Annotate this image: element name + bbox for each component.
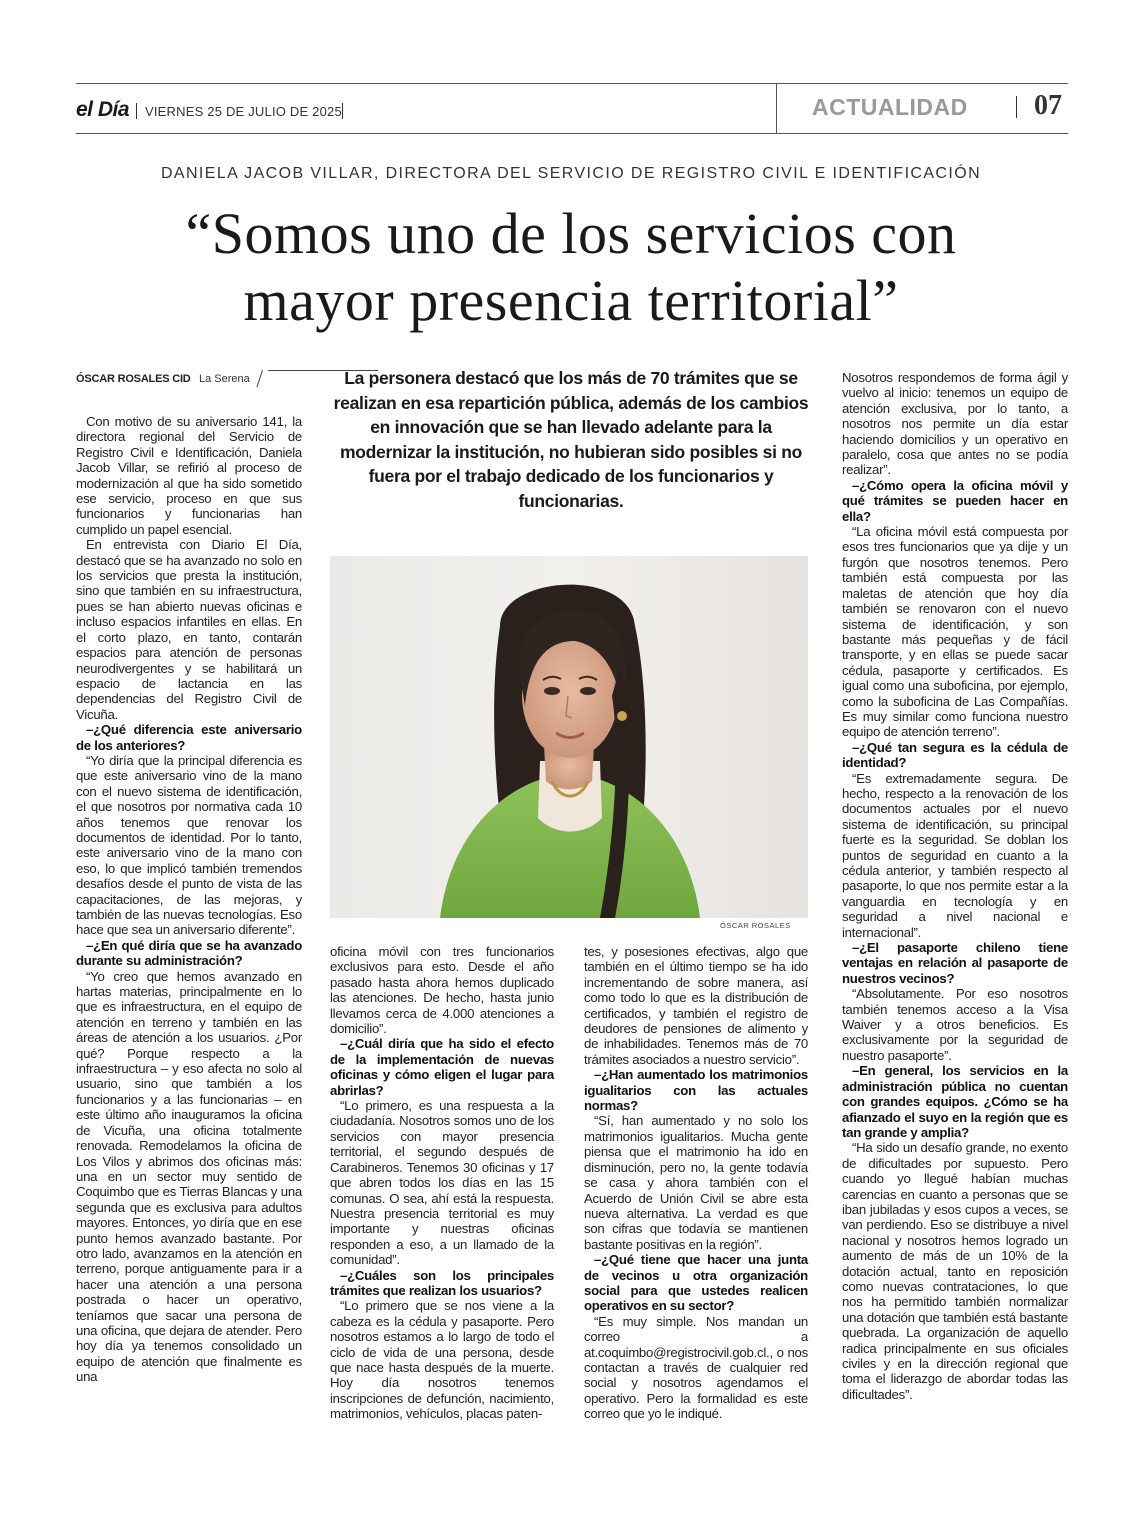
body-paragraph: “Ha sido un desafío grande, no exento de dificultades por supuesto. Pero cuando yo llegué habían muchas carencias en cuanto a personas que se iban jubiladas y esos cupos a veces, se van perdiendo. Eso se distribuye a nivel nacional y nosotros hemos logrado un aumento de más de un 10% de la dotación actual, tanto en reposición como nuevas contrataciones, lo que nos ha permitido también normalizar una dotación que también está bastante quebrada. La organización de aquello radica principalmente en sus oficiales civiles y en la dirección regional que toma el liderazgo de abordar todas las dificultades”. [842,1140,1068,1402]
body-paragraph: Nosotros respondemos de forma ágil y vuelvo al inicio: tenemos un equipo de atención exclusiva, por lo tanto, a nosotros nos permite un día estar haciendo domicilios y un operativo en paralelo, cosa que antes no se podía realizar”. [842,370,1068,478]
interview-question: –¿El pasaporte chileno tiene ventajas en relación al pasaporte de nuestros vecinos? [842,940,1068,986]
body-paragraph: tes, y posesiones efectivas, algo que también en el último tiempo se ha ido incrementando de sobre manera, así como todo lo que es la distribución de certificados, y también el registro de deudores de pensiones de alimento y de inhabilidades. Tenemos más de 70 trámites asociados a nuestro servicio”. [584,944,808,1067]
headline-line: “Somos uno de los servicios con [185,201,957,266]
article-kicker: DANIELA JACOB VILLAR, DIRECTORA DEL SERVICIO DE REGISTRO CIVIL E IDENTIFICACIÓN [160,165,982,182]
interview-question: –¿Qué tan segura es la cédula de identidad? [842,739,1068,771]
photo-credit: ÓSCAR ROSALES [720,921,791,930]
interview-question: –¿Cuáles son los principales trámites que realizan los usuarios? [330,1267,554,1298]
page-number: 07 [1034,90,1062,121]
header-rule-top [76,83,1068,84]
byline [76,370,302,390]
body-paragraph: “La oficina móvil está compuesta por esos tres funcionarios que ya dije y un furgón que nosotros tenemos. Pero también está compuesta por las maletas de atención que hoy día también se renovaron con el nuevo sistema de identificación, y son bastante más pequeñas y de fácil transporte, y en ellas se puede sacar cédula, pasaporte y certificados. Es igual como una suboficina, por ejemplo, como la suboficina de Las Compañías. Es muy similar como funciona nuestro equipo de atención terreno”. [842,524,1068,740]
author-name: ÓSCAR ROSALES CID [76,373,191,385]
body-paragraph: “Sí, han aumentado y no solo los matrimonios igualitarios. Mucha gente piensa que el matrimonio ha ido en disminución, pero no, la gente todavía se casa y ahora también con el Acuerdo de Unión Civil se abre esta nueva alternativa. La verdad es que son cifras que todavía se mantienen bastante positivas en la región”. [584,1113,808,1252]
text-column-2 [330,944,554,1422]
portrait-illustration [330,556,808,918]
body-paragraph: En entrevista con Diario El Día, destacó que se ha avanzado no solo en los servicios que presta la institución, sino que también en su infraestructura, pues se han abierto nuevas oficinas e incluso espacios infantiles en ellas. En el corto plazo, en tanto, contarán espacios para atención de personas neurodivergentes y se habilitará un espacio de lactancia en las dependencias del Registro Civil de Vicuña. [76,537,302,722]
header-pipe [342,103,343,119]
portrait-photo [330,556,808,918]
body-paragraph: Con motivo de su aniversario 141, la directora regional del Servicio de Registro Civil e Identificación, Daniela Jacob Villar, se refirió al proceso de modernización al que ha sido sometido ese servicio, proceso en que sus funcionarios y funcionarias han cumplido un papel esencial. [76,414,302,537]
body-paragraph: “Lo primero que se nos viene a la cabeza es la cédula y pasaporte. Pero nosotros estamos a lo largo de todo el ciclo de vida de una persona, desde que nace hasta después de la muerte. Hoy día nosotros tenemos inscripciones de defunción, nacimiento, matrimonios, vehículos, placas paten- [330,1298,554,1422]
interview-question: –¿Cuál diría que ha sido el efecto de la implementación de nuevas oficinas y cómo eligen el lugar para abrirlas? [330,1036,554,1098]
text-column-1 [76,414,302,1385]
interview-question: –¿En qué diría que se ha avanzado durante su administración? [76,937,302,969]
newspaper-logo: el Día [76,98,130,121]
byline-slash [256,370,263,387]
article-lead: La personera destacó que los más de 70 trámites que se realizan en esa repartición pública, además de los cambios en innovación que se han llevado adelante para la modernizar la institución, no hubieran sido posibles si no fuera por el trabajo dedicado de los funcionarios y funcionarias. [333,368,809,511]
article-headline [60,200,1082,334]
interview-question: –¿Qué diferencia este aniversario de los anteriores? [76,722,302,753]
body-paragraph: “Es muy simple. Nos mandan un correo a at.coquimbo@registrocivil.gob.cl., o nos contactan a través de cualquier red social y nosotros agendamos el operativo. Pero la formalidad es este correo que yo le indiqué. [584,1313,808,1422]
body-paragraph: “Yo diría que la principal diferencia es que este aniversario vino de la mano con el nuevo sistema de identificación, el que nosotros por normativa cada 10 años tenemos que renovar los documentos de identidad. Por lo tanto, este aniversario vino de la mano con eso, lo que implicó también tremendos desafíos desde el punto de vista de las capacitaciones, de las mejoras, y también de las nuevas tecnologías. Eso hace que sea un aniversario diferente”. [76,752,302,938]
header-pipe [1016,96,1017,118]
headline-line: mayor presencia territorial” [243,268,899,333]
body-paragraph: “Yo creo que hemos avanzado en hartas materias, principalmente en lo que es infraestructura, en el equipo de atención en terreno y también en las áreas de atención a los usuarios. ¿Por qué? Porque respecto a la infraestructura – y eso afecta no solo al usuario, sino que también a los funcionarios y a las funcionarias – en este último año inauguramos la oficina de Vicuña, una oficina totalmente renovada. Remodelamos la oficina de Los Vilos y abrimos dos oficinas más: una en un sector muy sentido de Coquimbo que es Tierras Blancas y una segunda que es exclusiva para adultos mayores. Entonces, yo diría que en ese punto hemos avanzado bastante. Por otro lado, avanzamos en la atención en terreno, porque antiguamente para ir a hacer una atención a una persona postrada o hacer un operativo, teníamos que sacar una persona de una oficina, que dejara de atender. Pero hoy día ya tenemos consolidado un equipo de atención que finalmente es una [76,968,302,1385]
body-paragraph: “Es extremadamente segura. De hecho, respecto a la renovación de los documentos actuales por el nuevo sistema de identificación, su principal fuerte es la seguridad. Se doblan los puntos de seguridad en cuanto a la cédula anterior, y también respecto al pasaporte, lo que nos permite estar a la vanguardia en tecnología y en seguridad a nivel nacional e internacional”. [842,770,1068,940]
text-column-4 [842,370,1068,1402]
interview-question: –¿Cómo opera la oficina móvil y qué trámites se pueden hacer en ella? [842,477,1068,524]
header-pipe [136,103,137,119]
section-label: ACTUALIDAD [812,94,968,120]
text-column-3 [584,944,808,1422]
header-rule-bottom [76,133,1068,134]
interview-question: –¿Qué tiene que hacer una junta de vecinos u otra organización social para que ustedes realicen operativos en su sector? [584,1252,808,1314]
header-divider [776,83,777,134]
body-paragraph: “Lo primero, es una respuesta a la ciudadanía. Nosotros somos uno de los servicios con mayor presencia territorial, el segundo después de Carabineros. Tenemos 30 oficinas y 17 que abren todos los días en las 15 comunas. O sea, ahí está la respuesta. Nuestra presencia territorial es muy importante y nuestras oficinas responden a eso, a un llamado de la comunidad”. [330,1098,554,1268]
body-paragraph: “Absolutamente. Por eso nosotros también tenemos acceso a la Visa Waiver y a otros beneficios. Es exclusivamente por la seguridad de nuestro pasaporte”. [842,986,1068,1063]
dateline-place: La Serena [199,373,250,385]
body-paragraph: oficina móvil con tres funcionarios exclusivos para esto. Desde el año pasado hasta ahora hemos duplicado las atenciones. De hecho, hasta junio llevamos cerca de 4.000 atenciones a domicilio”. [330,944,554,1037]
issue-date: VIERNES 25 DE JULIO DE 2025 [145,104,342,119]
interview-question: –En general, los servicios en la administración pública no cuentan con grandes equipos. ¿Cómo se ha afianzado el suyo en la región que es tan grande y amplia? [842,1063,1068,1140]
interview-question: –¿Han aumentado los matrimonios igualitarios con las actuales normas? [584,1067,808,1114]
